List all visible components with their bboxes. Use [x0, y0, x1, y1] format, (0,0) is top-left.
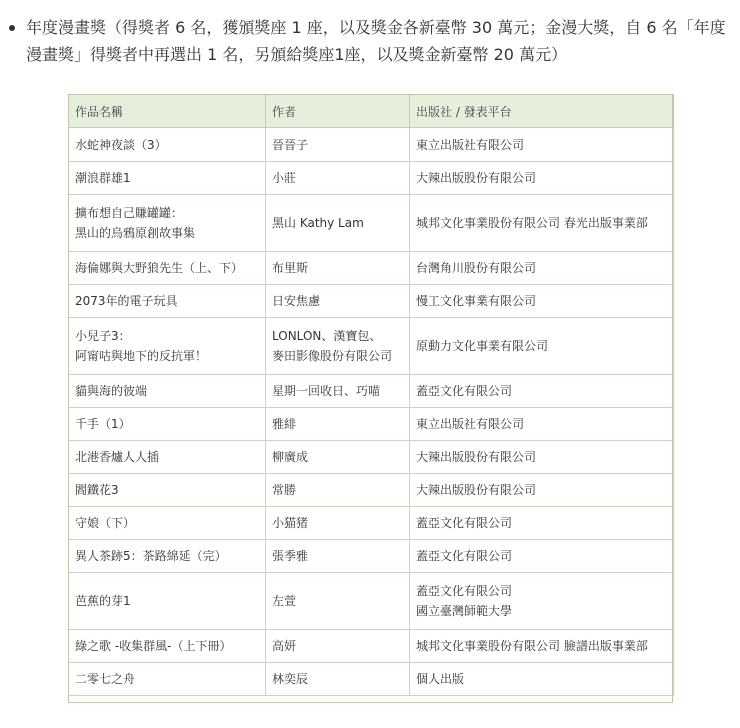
cell-work-title-line: 水蛇神夜談（3） — [75, 137, 167, 152]
cell-work-title — [69, 285, 266, 318]
table-row — [69, 663, 674, 696]
header-author: 作者 — [266, 95, 410, 128]
cell-author-line: LONLON、漢寶包、 — [272, 329, 382, 343]
cell-author — [266, 573, 410, 630]
cell-work-title-line: 守娘（下） — [75, 516, 136, 530]
header-work-title: 作品名稱 — [69, 95, 266, 128]
cell-work-title-line: 海倫娜與大野狼先生（上、下） — [75, 261, 244, 275]
cell-publisher — [410, 573, 674, 630]
cell-author — [266, 630, 410, 663]
table-row — [69, 375, 674, 408]
cell-author-line: 布里斯 — [272, 261, 309, 275]
cell-publisher — [410, 630, 674, 663]
cell-author — [266, 252, 410, 285]
cell-work-title-line: 潮浪群雄1 — [75, 171, 131, 185]
cell-author — [266, 474, 410, 507]
cell-publisher-line: 蓋亞文化有限公司 — [416, 549, 513, 563]
cell-author-line: 常勝 — [272, 483, 297, 497]
cell-publisher — [410, 441, 674, 474]
cell-publisher — [410, 195, 674, 252]
cell-publisher — [410, 540, 674, 573]
cell-work-title — [69, 128, 266, 162]
cell-author — [266, 285, 410, 318]
table-row — [69, 318, 674, 375]
cell-work-title-line: 黑山的烏鴉原創故事集 — [75, 226, 196, 240]
cell-author — [266, 507, 410, 540]
table-row — [69, 507, 674, 540]
table-row — [69, 408, 674, 441]
cell-publisher — [410, 252, 674, 285]
cell-publisher-line: 東立出版社有限公司 — [416, 137, 525, 152]
table-body — [69, 128, 674, 696]
cell-work-title-line: 綠之歌 -收集群風-（上下冊） — [75, 639, 232, 653]
cell-work-title — [69, 441, 266, 474]
cell-work-title — [69, 162, 266, 195]
cell-work-title — [69, 540, 266, 573]
cell-publisher — [410, 507, 674, 540]
cell-author — [266, 318, 410, 375]
cell-publisher-line: 慢工文化事業有限公司 — [416, 294, 537, 308]
cell-work-title-line: 異人茶跡5：茶路綿延（完） — [75, 549, 227, 563]
cell-publisher-line: 蓋亞文化有限公司 — [416, 584, 513, 598]
cell-work-title — [69, 630, 266, 663]
cell-work-title — [69, 375, 266, 408]
bullet-point-icon — [9, 25, 15, 31]
cell-author-line: 晉晉子 — [272, 137, 309, 152]
awards-table — [68, 94, 674, 696]
cell-author — [266, 375, 410, 408]
table-row — [69, 252, 674, 285]
cell-publisher-line: 蓋亞文化有限公司 — [416, 384, 513, 398]
cell-publisher-line: 原動力文化事業有限公司 — [416, 339, 549, 353]
cell-author — [266, 195, 410, 252]
cell-publisher — [410, 128, 674, 162]
cell-author-line: 雅緋 — [272, 417, 297, 431]
table-row — [69, 162, 674, 195]
cell-publisher — [410, 318, 674, 375]
table-header-row — [69, 95, 674, 128]
cell-author — [266, 162, 410, 195]
cell-author-line: 小猫猪 — [272, 516, 309, 530]
cell-work-title-line: 北港香爐人人插 — [75, 450, 160, 464]
cell-work-title-line: 芭蕉的芽1 — [75, 594, 131, 608]
cell-author-line: 黑山 Kathy Lam — [272, 216, 364, 230]
cell-author-line: 小莊 — [272, 171, 297, 185]
header-publisher: 出版社 / 發表平台 — [410, 95, 674, 128]
cell-work-title — [69, 195, 266, 252]
cell-publisher-line: 蓋亞文化有限公司 — [416, 516, 513, 530]
cell-work-title — [69, 573, 266, 630]
cell-work-title-line: 貓與海的彼端 — [75, 384, 148, 398]
cell-author-line: 林奕辰 — [272, 672, 309, 686]
award-description: 年度漫畫獎（得獎者 6 名，獲頒獎座 1 座，以及獎金各新臺幣 30 萬元；金漫大獎，自 6 名「年度漫畫獎」得獎者中再選出 1 名，另頒給獎座1座，以及獎金新臺幣 20 萬元） — [26, 18, 726, 64]
cell-author — [266, 408, 410, 441]
table-row — [69, 128, 674, 162]
table-row — [69, 540, 674, 573]
intro-paragraph — [0, 0, 740, 68]
cell-publisher-line: 大辣出版股份有限公司 — [416, 450, 537, 464]
cell-work-title — [69, 663, 266, 696]
cell-publisher — [410, 663, 674, 696]
table-row — [69, 573, 674, 630]
cell-publisher-line: 台灣角川股份有限公司 — [416, 261, 537, 275]
cell-work-title-line: 小兒子3： — [75, 329, 131, 343]
cell-publisher-line: 城邦文化事業股份有限公司 春光出版事業部 — [416, 216, 648, 230]
cell-author-line: 高妍 — [272, 639, 297, 653]
cell-author — [266, 540, 410, 573]
cell-work-title — [69, 507, 266, 540]
cell-publisher-line: 大辣出版股份有限公司 — [416, 171, 537, 185]
cell-work-title-line: 擴布想自己賺罐罐： — [75, 206, 184, 220]
cell-publisher-line: 東立出版社有限公司 — [416, 417, 525, 431]
cell-work-title-line: 閻鐵花3 — [75, 483, 119, 497]
cell-publisher — [410, 375, 674, 408]
cell-author-line: 日安焦慮 — [272, 294, 321, 308]
cell-work-title — [69, 474, 266, 507]
cell-work-title-line: 阿甯咕與地下的反抗軍！ — [75, 349, 208, 363]
cell-author-line: 柳廣成 — [272, 450, 309, 464]
table-row — [69, 285, 674, 318]
cell-author-line: 左萱 — [272, 594, 297, 608]
cell-work-title-line: 千手（1） — [75, 417, 131, 431]
cell-publisher — [410, 162, 674, 195]
cell-author-line: 星期一回收日、巧喵 — [272, 384, 381, 398]
cell-publisher-line: 大辣出版股份有限公司 — [416, 483, 537, 497]
cell-work-title — [69, 408, 266, 441]
cell-author-line: 張季雅 — [272, 549, 309, 563]
cell-author — [266, 128, 410, 162]
cell-publisher — [410, 408, 674, 441]
table-row — [69, 630, 674, 663]
cell-work-title — [69, 252, 266, 285]
cell-publisher-line: 城邦文化事業股份有限公司 臉譜出版事業部 — [416, 639, 648, 653]
table-row — [69, 195, 674, 252]
table-row — [69, 441, 674, 474]
cell-publisher — [410, 285, 674, 318]
cell-publisher-line: 國立臺灣師範大學 — [416, 604, 513, 618]
cell-work-title-line: 2073年的電子玩具 — [75, 294, 178, 308]
cell-publisher-line: 個人出版 — [416, 672, 465, 686]
table-row — [69, 474, 674, 507]
cell-author-line: 麥田影像股份有限公司 — [272, 349, 393, 363]
cell-author — [266, 441, 410, 474]
cell-author — [266, 663, 410, 696]
cell-publisher — [410, 474, 674, 507]
cell-work-title-line: 二零七之舟 — [75, 672, 136, 686]
cell-work-title — [69, 318, 266, 375]
